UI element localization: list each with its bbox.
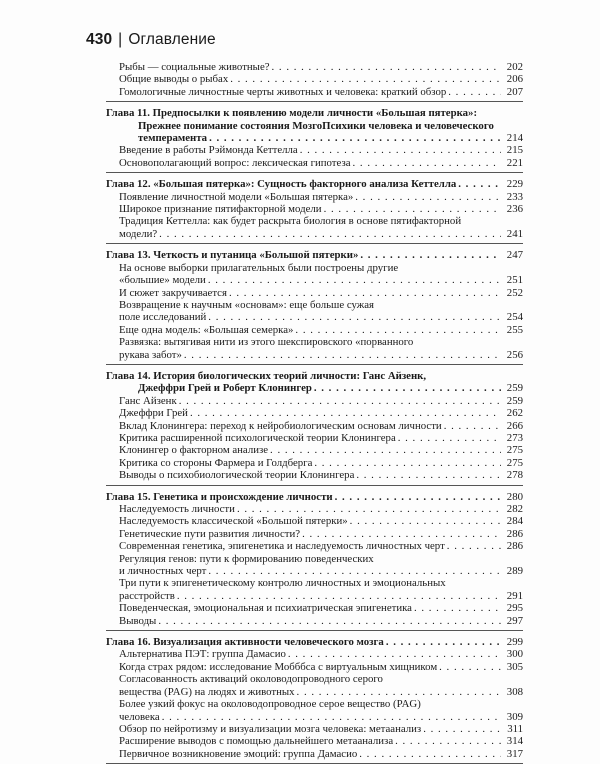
entry-page-number: 255 bbox=[506, 323, 523, 336]
dot-leader bbox=[270, 444, 501, 456]
toc-section-entry[interactable] bbox=[106, 735, 523, 747]
dot-leader bbox=[324, 203, 501, 215]
entry-text-line: человека bbox=[119, 710, 160, 723]
entry-page-number: 254 bbox=[506, 311, 523, 324]
table-of-contents bbox=[106, 61, 523, 764]
entry-text-line: Глава 13. Четкость и путаница «Большой пятерки» bbox=[106, 249, 359, 262]
toc-section-entry[interactable] bbox=[106, 661, 523, 673]
entry-page-number: 311 bbox=[507, 722, 523, 735]
entry-text-line: Современная генетика, эпигенетика и наследуемость личностных черт bbox=[119, 540, 445, 553]
toc-section-entry[interactable] bbox=[106, 73, 523, 85]
entry-page-number: 286 bbox=[506, 527, 523, 540]
entry-text-line: Общие выводы о рыбах bbox=[119, 73, 229, 86]
toc-section-entry[interactable] bbox=[106, 723, 523, 735]
entry-text-line: Расширение выводов с помощью дальнейшего метаанализа bbox=[119, 735, 394, 748]
entry-text-line: расстройств bbox=[119, 589, 175, 602]
toc-section-entry[interactable] bbox=[106, 157, 523, 169]
entry-text-line: Обзор по нейротизму и визуализации мозга человека: метаанализ bbox=[119, 722, 422, 735]
entry-page-number: 309 bbox=[506, 710, 523, 723]
dot-leader bbox=[288, 648, 501, 660]
dot-leader bbox=[190, 407, 501, 419]
entry-text-line: Гомологичные личностные черты животных и человека: краткий обзор bbox=[119, 85, 447, 98]
toc-section-entry[interactable] bbox=[106, 515, 523, 527]
toc-chapter-entry[interactable] bbox=[106, 491, 523, 503]
entry-page-number: 214 bbox=[506, 132, 523, 145]
entry-text-line: Еще одна модель: «Большая семерка» bbox=[119, 323, 294, 336]
toc-section-entry[interactable] bbox=[106, 262, 523, 287]
toc-section-entry[interactable] bbox=[106, 577, 523, 602]
dot-leader bbox=[208, 311, 501, 323]
dot-leader bbox=[335, 491, 501, 503]
group-divider bbox=[106, 364, 523, 365]
entry-page-number: 202 bbox=[506, 61, 523, 73]
entry-text-line: Глава 11. Предпосылки к появлению модели личности «Большая пятерка»: bbox=[106, 107, 478, 120]
entry-page-number: 314 bbox=[506, 735, 523, 748]
entry-page-number: 259 bbox=[506, 394, 523, 407]
entry-text-line: Глава 16. Визуализация активности человеческого мозга bbox=[106, 636, 384, 649]
entry-text-line: Широкое признание пятифакторной модели bbox=[119, 203, 322, 216]
dot-leader bbox=[177, 590, 501, 602]
toc-section-entry[interactable] bbox=[106, 528, 523, 540]
entry-text-line: Джеффри Грей и Роберт Клонингер bbox=[138, 382, 312, 395]
entry-text-line: Регуляция генов: пути к формированию поведенческих bbox=[119, 552, 374, 565]
entry-page-number: 275 bbox=[506, 456, 523, 469]
entry-text-line: Традиция Кеттелла: как будет раскрыта биология в основе пятифакторной bbox=[119, 215, 462, 228]
entry-text-line: Наследуемость личности bbox=[119, 503, 235, 515]
entry-text-line: Вклад Клонингера: переход к нейробиологическим основам личности bbox=[119, 419, 442, 432]
toc-chapter-entry[interactable] bbox=[106, 636, 523, 648]
dot-leader bbox=[414, 602, 501, 614]
entry-text-line: Появление личностной модели «Большая пятерка» bbox=[119, 190, 354, 203]
toc-section-entry[interactable] bbox=[106, 469, 523, 481]
group-divider bbox=[106, 630, 523, 631]
dot-leader bbox=[314, 457, 501, 469]
toc-section-entry[interactable] bbox=[106, 324, 523, 336]
toc-section-entry[interactable] bbox=[106, 287, 523, 299]
dot-leader bbox=[398, 432, 501, 444]
toc-section-entry[interactable] bbox=[106, 602, 523, 614]
entry-text-line: Джеффри Грей bbox=[119, 407, 188, 420]
dot-leader bbox=[300, 144, 501, 156]
entry-page-number: 273 bbox=[506, 431, 523, 444]
toc-group bbox=[106, 249, 523, 365]
toc-chapter-entry[interactable] bbox=[106, 178, 523, 190]
entry-text-line: Глава 15. Генетика и происхождение личности bbox=[106, 490, 333, 503]
dot-leader bbox=[208, 565, 501, 577]
toc-section-entry[interactable] bbox=[106, 698, 523, 723]
entry-page-number: 275 bbox=[506, 444, 523, 457]
entry-page-number: 280 bbox=[506, 490, 523, 503]
dot-leader bbox=[447, 540, 501, 552]
entry-text-line: рукава забот» bbox=[119, 348, 182, 361]
dot-leader bbox=[162, 711, 501, 723]
dot-leader bbox=[272, 61, 501, 73]
dot-leader bbox=[229, 287, 501, 299]
toc-section-entry[interactable] bbox=[106, 86, 523, 98]
entry-text-line: Наследуемость классической «Большой пятерки» bbox=[119, 515, 348, 528]
entry-page-number: 300 bbox=[506, 648, 523, 661]
entry-text-line: модели? bbox=[119, 227, 158, 240]
toc-section-entry[interactable] bbox=[106, 615, 523, 627]
entry-page-number: 289 bbox=[506, 565, 523, 578]
dot-leader bbox=[295, 324, 501, 336]
entry-text-line: Выводы bbox=[119, 614, 157, 627]
dot-leader bbox=[353, 157, 501, 169]
entry-text-line: Генетические пути развития личности? bbox=[119, 527, 301, 540]
entry-text-line: Три пути к эпигенетическому контролю личностных и эмоциональных bbox=[119, 577, 446, 590]
entry-page-number: 229 bbox=[506, 178, 523, 191]
entry-text-line: темперамента bbox=[138, 132, 208, 145]
toc-section-entry[interactable] bbox=[106, 444, 523, 456]
dot-leader bbox=[209, 132, 501, 144]
dot-leader bbox=[314, 382, 501, 394]
entry-text-line: Критика со стороны Фармера и Голдберга bbox=[119, 456, 313, 469]
toc-group bbox=[106, 491, 523, 631]
entry-text-line: Основополагающий вопрос: лексическая гипотеза bbox=[119, 156, 351, 169]
entry-text-line: Более узкий фокус на околоводопроводное серое вещество (PAG) bbox=[119, 698, 421, 711]
entry-text-line: Согласованность активаций околоводопроводного серого bbox=[119, 673, 383, 686]
entry-page-number: 284 bbox=[506, 515, 523, 528]
toc-section-entry[interactable] bbox=[106, 203, 523, 215]
dot-leader bbox=[458, 178, 501, 190]
dot-leader bbox=[237, 503, 501, 515]
entry-text-line: Клонингер о факторном анализе bbox=[119, 444, 269, 457]
dot-leader bbox=[159, 228, 501, 240]
entry-page-number: 259 bbox=[506, 382, 523, 395]
entry-text-line: Поведенческая, эмоциональная и психиатрическая эпигенетика bbox=[119, 602, 412, 615]
dot-leader bbox=[439, 661, 501, 673]
dot-leader bbox=[208, 274, 501, 286]
toc-section-entry[interactable] bbox=[106, 420, 523, 432]
toc-section-entry[interactable] bbox=[106, 336, 523, 361]
entry-text-line: Глава 12. «Большая пятерка»: Сущность факторного анализа Кеттелла bbox=[106, 178, 457, 191]
entry-text-line: поле исследований bbox=[119, 311, 207, 324]
group-divider bbox=[106, 172, 523, 173]
header-separator: | bbox=[118, 31, 123, 48]
toc-section-entry[interactable] bbox=[106, 144, 523, 156]
entry-text-line: Альтернатива ПЭТ: группа Дамасио bbox=[119, 648, 286, 661]
entry-page-number: 299 bbox=[506, 636, 523, 649]
toc-group bbox=[106, 107, 523, 173]
entry-page-number: 241 bbox=[506, 227, 523, 240]
dot-leader bbox=[355, 191, 501, 203]
toc-section-entry[interactable] bbox=[106, 61, 523, 73]
entry-page-number: 215 bbox=[506, 144, 523, 157]
entry-page-number: 295 bbox=[506, 602, 523, 615]
entry-page-number: 317 bbox=[506, 747, 523, 760]
entry-page-number: 256 bbox=[506, 348, 523, 361]
entry-text-line: Развязка: вытягивая нити из этого шекспировского «порванного bbox=[119, 336, 414, 349]
entry-page-number: 278 bbox=[506, 469, 523, 482]
toc-group bbox=[106, 636, 523, 764]
dot-leader bbox=[448, 86, 501, 98]
toc-section-entry[interactable] bbox=[106, 503, 523, 515]
entry-page-number: 233 bbox=[506, 190, 523, 203]
entry-text-line: На основе выборки прилагательных были построены другие bbox=[119, 261, 399, 274]
group-divider bbox=[106, 243, 523, 244]
toc-group bbox=[106, 178, 523, 244]
toc-section-entry[interactable] bbox=[106, 648, 523, 660]
toc-group bbox=[106, 370, 523, 486]
entry-page-number: 266 bbox=[506, 419, 523, 432]
dot-leader bbox=[360, 249, 501, 261]
entry-page-number: 207 bbox=[506, 85, 523, 98]
dot-leader bbox=[184, 349, 501, 361]
entry-page-number: 251 bbox=[506, 274, 523, 287]
page-number: 430 bbox=[86, 31, 113, 48]
entry-text-line: Выводы о психобиологической теории Клонингера bbox=[119, 469, 355, 482]
entry-page-number: 291 bbox=[506, 589, 523, 602]
toc-section-entry[interactable] bbox=[106, 540, 523, 552]
toc-section-entry[interactable] bbox=[106, 432, 523, 444]
group-divider bbox=[106, 485, 523, 486]
dot-leader bbox=[179, 395, 501, 407]
entry-page-number: 247 bbox=[506, 249, 523, 262]
toc-section-entry[interactable] bbox=[106, 457, 523, 469]
group-divider bbox=[106, 101, 523, 102]
entry-page-number: 297 bbox=[506, 614, 523, 627]
toc-group bbox=[106, 61, 523, 102]
toc-section-entry[interactable] bbox=[106, 673, 523, 698]
dot-leader bbox=[302, 528, 501, 540]
entry-page-number: 236 bbox=[506, 203, 523, 216]
dot-leader bbox=[395, 735, 501, 747]
toc-section-entry[interactable] bbox=[106, 191, 523, 203]
entry-text-line: «большие» модели bbox=[119, 274, 206, 287]
header-title: Оглавление bbox=[128, 31, 216, 48]
toc-section-entry[interactable] bbox=[106, 407, 523, 419]
running-header bbox=[86, 31, 216, 49]
entry-page-number: 286 bbox=[506, 540, 523, 553]
dot-leader bbox=[297, 686, 501, 698]
dot-leader bbox=[158, 615, 501, 627]
dot-leader bbox=[230, 73, 501, 85]
toc-section-entry[interactable] bbox=[106, 299, 523, 324]
dot-leader bbox=[350, 515, 501, 527]
entry-text-line: Ганс Айзенк bbox=[119, 394, 177, 407]
entry-text-line: Введение в работы Рэймонда Кеттелла bbox=[119, 144, 298, 157]
entry-text-line: и личностных черт bbox=[119, 565, 207, 578]
entry-text-line: Первичное возникновение эмоций: группа Дамасио bbox=[119, 747, 358, 760]
toc-section-entry[interactable] bbox=[106, 395, 523, 407]
dot-leader bbox=[423, 723, 501, 735]
entry-text-line: Когда страх рядом: исследование Мобббса с виртуальным хищником bbox=[119, 660, 438, 673]
dot-leader bbox=[356, 469, 501, 481]
entry-page-number: 252 bbox=[506, 286, 523, 299]
entry-page-number: 305 bbox=[506, 660, 523, 673]
toc-chapter-entry[interactable] bbox=[106, 370, 523, 395]
entry-page-number: 308 bbox=[506, 685, 523, 698]
entry-text-line: Возвращение к научным «основам»: еще больше сужая bbox=[119, 298, 374, 311]
dot-leader bbox=[386, 636, 501, 648]
entry-page-number: 282 bbox=[506, 503, 523, 515]
entry-text-line: Рыбы — социальные животные? bbox=[119, 61, 270, 73]
toc-section-entry[interactable] bbox=[106, 553, 523, 578]
entry-page-number: 262 bbox=[506, 407, 523, 420]
toc-chapter-entry[interactable] bbox=[106, 107, 523, 144]
entry-text-line: И сюжет закручивается bbox=[119, 286, 227, 299]
toc-section-entry[interactable] bbox=[106, 215, 523, 240]
toc-chapter-entry[interactable] bbox=[106, 249, 523, 261]
entry-page-number: 206 bbox=[506, 73, 523, 86]
entry-text-line: Прежнее понимание состояния МозгоПсихики человека и человеческого bbox=[138, 119, 494, 132]
dot-leader bbox=[444, 420, 501, 432]
entry-text-line: вещества (PAG) на людях и животных bbox=[119, 685, 295, 698]
entry-text-line: Критика расширенной психологической теории Клонингера bbox=[119, 431, 396, 444]
entry-page-number: 221 bbox=[506, 156, 523, 169]
entry-text-line: Глава 14. История биологических теорий личности: Ганс Айзенк, bbox=[106, 369, 427, 382]
